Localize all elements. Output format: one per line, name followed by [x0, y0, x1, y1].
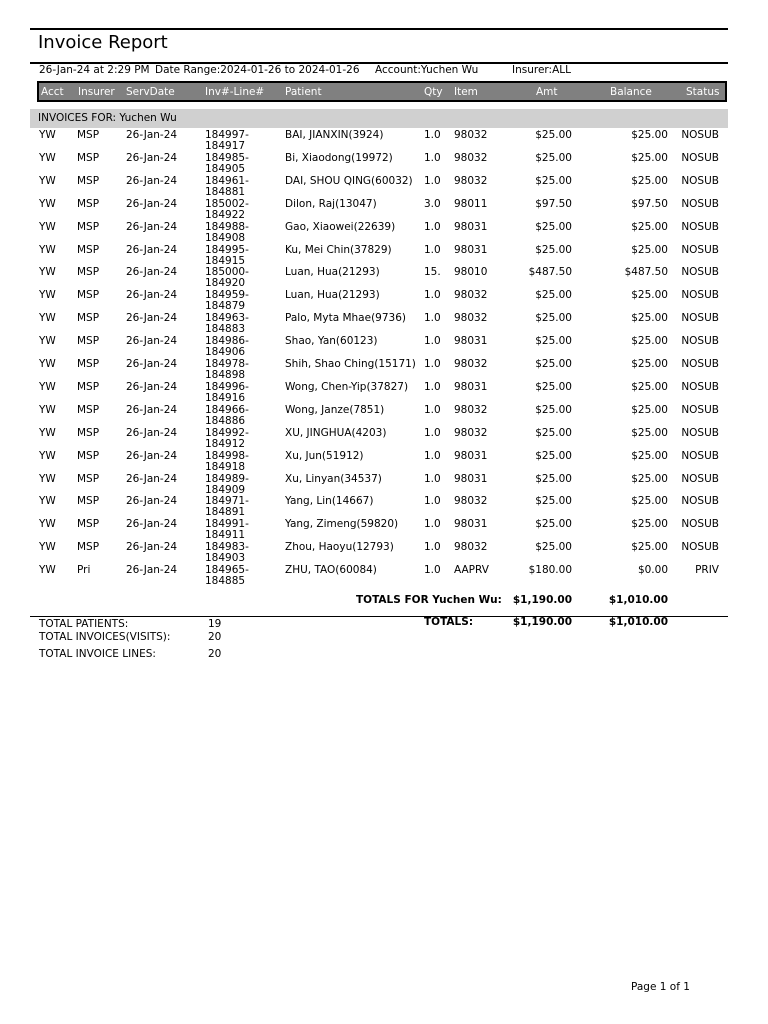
- cell-item: AAPRV: [454, 564, 489, 577]
- cell-item: 98031: [454, 335, 488, 348]
- cell-insurer: MSP: [77, 495, 100, 508]
- cell-acct: YW: [39, 220, 56, 233]
- cell-inv2: 184883: [205, 323, 246, 336]
- cell-inv2: 184922: [205, 208, 246, 221]
- cell-amt: $180.00: [528, 564, 572, 577]
- cell-servdate: 26-Jan-24: [126, 472, 178, 485]
- cell-balance: $25.00: [631, 426, 668, 439]
- cell-balance: $25.00: [631, 518, 668, 531]
- cell-patient: BAI, JIANXIN(3924): [285, 129, 384, 141]
- cell-patient: Bi, Xiaodong(19972): [285, 151, 393, 164]
- cell-status: NOSUB: [681, 312, 719, 325]
- cell-servdate: 26-Jan-24: [126, 243, 178, 256]
- cell-balance: $97.50: [631, 197, 668, 210]
- cell-insurer: MSP: [77, 266, 100, 279]
- cell-servdate: 26-Jan-24: [126, 495, 178, 508]
- cell-patient: XU, JINGHUA(4203): [285, 426, 387, 439]
- cell-inv1: 184966-: [205, 403, 249, 416]
- table-row: [0, 176, 768, 199]
- cell-item: 98032: [454, 289, 488, 302]
- cell-insurer: MSP: [77, 403, 100, 416]
- cell-inv2: 184879: [205, 300, 246, 313]
- cell-acct: YW: [39, 174, 56, 187]
- cell-item: 98032: [454, 174, 488, 187]
- cell-servdate: 26-Jan-24: [126, 312, 178, 325]
- cell-qty: 1.0: [424, 151, 441, 164]
- generated-timestamp: 26-Jan-24 at 2:29 PM: [39, 64, 150, 76]
- table-row: [0, 496, 768, 519]
- cell-balance: $0.00: [637, 564, 668, 577]
- cell-inv1: 184971-: [205, 495, 249, 508]
- report-title: Invoice Report: [38, 32, 168, 53]
- cell-item: 98032: [454, 426, 488, 439]
- page-number: Page 1 of 1: [631, 981, 690, 993]
- cell-patient: Luan, Hua(21293): [285, 289, 380, 302]
- cell-status: NOSUB: [681, 129, 719, 141]
- cell-acct: YW: [39, 358, 56, 370]
- cell-inv2: 184917: [205, 140, 246, 152]
- cell-status: NOSUB: [681, 266, 719, 279]
- table-row: [0, 199, 768, 222]
- cell-insurer: MSP: [77, 151, 100, 164]
- cell-patient: Luan, Hua(21293): [285, 266, 380, 279]
- cell-acct: YW: [39, 403, 56, 416]
- cell-acct: YW: [39, 380, 56, 393]
- total-invoices-label: TOTAL INVOICES(VISITS):: [39, 631, 171, 643]
- cell-insurer: MSP: [77, 518, 100, 531]
- cell-inv1: 185000-: [205, 266, 249, 279]
- cell-servdate: 26-Jan-24: [126, 518, 178, 531]
- cell-insurer: MSP: [77, 129, 100, 141]
- cell-acct: YW: [39, 197, 56, 210]
- cell-inv1: 184998-: [205, 449, 249, 462]
- cell-inv2: 184881: [205, 185, 246, 198]
- cell-inv2: 184916: [205, 391, 246, 404]
- table-row: [0, 336, 768, 359]
- cell-patient: Wong, Janze(7851): [285, 403, 385, 416]
- cell-acct: YW: [39, 518, 56, 531]
- cell-inv1: 184985-: [205, 151, 249, 164]
- cell-servdate: 26-Jan-24: [126, 541, 178, 554]
- cell-amt: $25.00: [535, 518, 572, 531]
- col-balance: Balance: [610, 86, 652, 98]
- totals-label: TOTALS:: [424, 616, 474, 628]
- cell-patient: Wong, Chen-Yip(37827): [285, 380, 409, 393]
- cell-status: NOSUB: [681, 426, 719, 439]
- cell-inv2: 184898: [205, 369, 246, 381]
- cell-qty: 15.: [424, 266, 441, 279]
- col-patient: Patient: [285, 86, 322, 98]
- cell-status: NOSUB: [681, 335, 719, 348]
- cell-inv1: 184996-: [205, 380, 249, 393]
- cell-patient: Yang, Zimeng(59820): [285, 518, 399, 531]
- table-row: [0, 451, 768, 474]
- cell-insurer: MSP: [77, 312, 100, 325]
- cell-patient: Gao, Xiaowei(22639): [285, 220, 396, 233]
- cell-servdate: 26-Jan-24: [126, 174, 178, 187]
- top-rule: [30, 28, 728, 30]
- cell-qty: 1.0: [424, 358, 441, 370]
- cell-balance: $25.00: [631, 358, 668, 370]
- cell-balance: $25.00: [631, 380, 668, 393]
- cell-qty: 1.0: [424, 564, 441, 577]
- cell-amt: $25.00: [535, 243, 572, 256]
- cell-status: NOSUB: [681, 289, 719, 302]
- cell-inv2: 184886: [205, 414, 246, 427]
- cell-insurer: MSP: [77, 472, 100, 485]
- cell-qty: 1.0: [424, 472, 441, 485]
- cell-insurer: MSP: [77, 220, 100, 233]
- cell-acct: YW: [39, 289, 56, 302]
- cell-acct: YW: [39, 541, 56, 554]
- cell-acct: YW: [39, 495, 56, 508]
- table-row: [0, 267, 768, 290]
- cell-inv1: 184989-: [205, 472, 249, 485]
- cell-status: NOSUB: [681, 403, 719, 416]
- table-row: [0, 474, 768, 497]
- cell-item: 98011: [454, 197, 488, 210]
- cell-amt: $25.00: [535, 472, 572, 485]
- cell-status: NOSUB: [681, 358, 719, 370]
- cell-inv1: 184959-: [205, 289, 249, 302]
- total-lines-value: 20: [208, 648, 222, 660]
- cell-inv2: 184908: [205, 231, 246, 244]
- cell-amt: $25.00: [535, 289, 572, 302]
- cell-balance: $25.00: [631, 403, 668, 416]
- cell-status: NOSUB: [681, 495, 719, 508]
- cell-balance: $25.00: [631, 335, 668, 348]
- cell-balance: $25.00: [631, 312, 668, 325]
- cell-balance: $25.00: [631, 541, 668, 554]
- date-range: Date Range:2024-01-26 to 2024-01-26: [155, 64, 360, 76]
- table-row: [0, 565, 768, 588]
- totals-amt: $1,190.00: [512, 616, 572, 628]
- col-acct: Acct: [41, 86, 64, 98]
- table-row: [0, 130, 768, 153]
- cell-inv2: 184911: [205, 529, 246, 542]
- cell-qty: 1.0: [424, 403, 441, 416]
- cell-inv2: 184906: [205, 346, 246, 359]
- cell-acct: YW: [39, 129, 56, 141]
- col-status: Status: [686, 86, 720, 98]
- cell-amt: $25.00: [535, 495, 572, 508]
- cell-item: 98010: [454, 266, 488, 279]
- cell-amt: $25.00: [535, 129, 572, 141]
- cell-inv1: 184988-: [205, 220, 249, 233]
- col-inv: Inv#-Line#: [205, 86, 265, 98]
- cell-inv2: 184918: [205, 460, 246, 473]
- cell-acct: YW: [39, 335, 56, 348]
- cell-qty: 1.0: [424, 174, 441, 187]
- cell-status: NOSUB: [681, 541, 719, 554]
- cell-amt: $25.00: [535, 174, 572, 187]
- cell-qty: 1.0: [424, 129, 441, 141]
- cell-amt: $25.00: [535, 426, 572, 439]
- cell-insurer: MSP: [77, 243, 100, 256]
- cell-inv2: 184920: [205, 277, 246, 290]
- insurer-filter: Insurer:ALL: [512, 64, 571, 76]
- cell-patient: Ku, Mei Chin(37829): [285, 243, 392, 256]
- cell-status: NOSUB: [681, 151, 719, 164]
- cell-qty: 1.0: [424, 518, 441, 531]
- col-insurer: Insurer: [78, 86, 115, 98]
- cell-inv1: 184978-: [205, 358, 249, 370]
- account-filter: Account:Yuchen Wu: [375, 64, 479, 76]
- cell-balance: $25.00: [631, 472, 668, 485]
- cell-amt: $25.00: [535, 220, 572, 233]
- cell-servdate: 26-Jan-24: [126, 380, 178, 393]
- cell-acct: YW: [39, 564, 56, 577]
- cell-servdate: 26-Jan-24: [126, 266, 178, 279]
- cell-servdate: 26-Jan-24: [126, 358, 178, 370]
- cell-status: NOSUB: [681, 197, 719, 210]
- cell-acct: YW: [39, 151, 56, 164]
- table-row: [0, 290, 768, 313]
- cell-item: 98032: [454, 495, 488, 508]
- total-patients-label: TOTAL PATIENTS:: [39, 618, 129, 630]
- total-lines-label: TOTAL INVOICE LINES:: [39, 648, 156, 660]
- cell-insurer: MSP: [77, 197, 100, 210]
- cell-insurer: MSP: [77, 358, 100, 370]
- table-row: [0, 382, 768, 405]
- cell-amt: $25.00: [535, 541, 572, 554]
- cell-inv2: 184885: [205, 575, 246, 588]
- cell-insurer: MSP: [77, 449, 100, 462]
- cell-item: 98032: [454, 129, 488, 141]
- cell-inv2: 184915: [205, 254, 246, 267]
- cell-inv1: 184963-: [205, 312, 249, 325]
- cell-inv2: 184909: [205, 483, 246, 496]
- cell-balance: $25.00: [631, 449, 668, 462]
- cell-inv1: 184992-: [205, 426, 249, 439]
- table-row: [0, 428, 768, 451]
- cell-status: NOSUB: [681, 220, 719, 233]
- cell-servdate: 26-Jan-24: [126, 449, 178, 462]
- cell-insurer: MSP: [77, 174, 100, 187]
- cell-balance: $25.00: [631, 129, 668, 141]
- cell-amt: $487.50: [528, 266, 572, 279]
- cell-status: NOSUB: [681, 380, 719, 393]
- cell-amt: $25.00: [535, 151, 572, 164]
- cell-servdate: 26-Jan-24: [126, 564, 178, 577]
- cell-qty: 1.0: [424, 495, 441, 508]
- totals-for-label: TOTALS FOR Yuchen Wu:: [356, 594, 502, 606]
- cell-balance: $25.00: [631, 243, 668, 256]
- cell-qty: 3.0: [424, 197, 441, 210]
- cell-balance: $25.00: [631, 220, 668, 233]
- cell-acct: YW: [39, 449, 56, 462]
- table-row: [0, 313, 768, 336]
- cell-insurer: MSP: [77, 289, 100, 302]
- cell-acct: YW: [39, 266, 56, 279]
- cell-status: NOSUB: [681, 449, 719, 462]
- cell-inv1: 184965-: [205, 564, 249, 577]
- cell-item: 98032: [454, 541, 488, 554]
- cell-insurer: Pri: [77, 564, 91, 577]
- cell-servdate: 26-Jan-24: [126, 129, 178, 141]
- cell-patient: Xu, Jun(51912): [285, 449, 364, 462]
- cell-item: 98031: [454, 472, 488, 485]
- cell-balance: $487.50: [624, 266, 668, 279]
- cell-qty: 1.0: [424, 541, 441, 554]
- cell-inv2: 184912: [205, 437, 246, 450]
- cell-patient: Zhou, Haoyu(12793): [285, 541, 394, 554]
- cell-servdate: 26-Jan-24: [126, 426, 178, 439]
- cell-servdate: 26-Jan-24: [126, 151, 178, 164]
- cell-inv1: 184995-: [205, 243, 249, 256]
- group-header: [30, 109, 728, 128]
- cell-inv1: 184986-: [205, 335, 249, 348]
- cell-inv2: 184905: [205, 162, 246, 175]
- cell-patient: ZHU, TAO(60084): [285, 564, 377, 577]
- cell-status: NOSUB: [681, 472, 719, 485]
- table-row: [0, 245, 768, 268]
- cell-patient: Shao, Yan(60123): [285, 335, 378, 348]
- cell-item: 98031: [454, 220, 488, 233]
- cell-qty: 1.0: [424, 449, 441, 462]
- cell-balance: $25.00: [631, 174, 668, 187]
- table-row: [0, 222, 768, 245]
- cell-item: 98032: [454, 358, 488, 370]
- cell-inv2: 184891: [205, 506, 246, 519]
- cell-servdate: 26-Jan-24: [126, 289, 178, 302]
- cell-qty: 1.0: [424, 289, 441, 302]
- cell-item: 98031: [454, 243, 488, 256]
- cell-patient: Shih, Shao Ching(15171): [285, 358, 416, 370]
- cell-insurer: MSP: [77, 335, 100, 348]
- cell-amt: $25.00: [535, 403, 572, 416]
- total-invoices-value: 20: [208, 631, 222, 643]
- cell-acct: YW: [39, 472, 56, 485]
- table-row: [0, 542, 768, 565]
- cell-balance: $25.00: [631, 151, 668, 164]
- cell-qty: 1.0: [424, 380, 441, 393]
- totals-for-balance: $1,010.00: [608, 594, 668, 606]
- cell-item: 98031: [454, 449, 488, 462]
- cell-patient: Yang, Lin(14667): [285, 495, 374, 508]
- total-patients-value: 19: [208, 618, 222, 630]
- cell-patient: Dilon, Raj(13047): [285, 197, 377, 210]
- cell-balance: $25.00: [631, 289, 668, 302]
- cell-qty: 1.0: [424, 426, 441, 439]
- cell-inv1: 184997-: [205, 129, 249, 141]
- cell-amt: $25.00: [535, 312, 572, 325]
- table-row: [0, 519, 768, 542]
- cell-inv1: 184983-: [205, 541, 249, 554]
- cell-qty: 1.0: [424, 335, 441, 348]
- cell-inv1: 184991-: [205, 518, 249, 531]
- cell-qty: 1.0: [424, 220, 441, 233]
- cell-item: 98032: [454, 403, 488, 416]
- cell-item: 98031: [454, 518, 488, 531]
- table-row: [0, 405, 768, 428]
- cell-status: NOSUB: [681, 518, 719, 531]
- cell-status: NOSUB: [681, 243, 719, 256]
- cell-qty: 1.0: [424, 312, 441, 325]
- cell-servdate: 26-Jan-24: [126, 197, 178, 210]
- col-qty: Qty: [424, 86, 443, 98]
- table-row: [0, 153, 768, 176]
- cell-inv1: 185002-: [205, 197, 249, 210]
- cell-amt: $97.50: [535, 197, 572, 210]
- totals-balance: $1,010.00: [608, 616, 668, 628]
- cell-servdate: 26-Jan-24: [126, 403, 178, 416]
- cell-insurer: MSP: [77, 380, 100, 393]
- cell-patient: DAI, SHOU QING(60032): [285, 174, 413, 187]
- cell-amt: $25.00: [535, 335, 572, 348]
- cell-inv1: 184961-: [205, 174, 249, 187]
- cell-item: 98032: [454, 151, 488, 164]
- cell-status: PRIV: [695, 564, 719, 577]
- cell-servdate: 26-Jan-24: [126, 220, 178, 233]
- cell-amt: $25.00: [535, 380, 572, 393]
- table-header: [37, 81, 727, 102]
- group-label: INVOICES FOR: Yuchen Wu: [38, 112, 177, 124]
- cell-patient: Palo, Myta Mhae(9736): [285, 312, 406, 325]
- cell-item: 98031: [454, 380, 488, 393]
- cell-acct: YW: [39, 312, 56, 325]
- cell-servdate: 26-Jan-24: [126, 335, 178, 348]
- cell-item: 98032: [454, 312, 488, 325]
- cell-balance: $25.00: [631, 495, 668, 508]
- totals-for-amt: $1,190.00: [512, 594, 572, 606]
- cell-status: NOSUB: [681, 174, 719, 187]
- cell-amt: $25.00: [535, 358, 572, 370]
- cell-amt: $25.00: [535, 449, 572, 462]
- cell-inv2: 184903: [205, 552, 246, 565]
- cell-acct: YW: [39, 426, 56, 439]
- col-servdate: ServDate: [126, 86, 175, 98]
- cell-insurer: MSP: [77, 426, 100, 439]
- table-row: [0, 359, 768, 382]
- cell-insurer: MSP: [77, 541, 100, 554]
- cell-patient: Xu, Linyan(34537): [285, 472, 382, 485]
- cell-acct: YW: [39, 243, 56, 256]
- col-amt: Amt: [536, 86, 558, 98]
- col-item: Item: [454, 86, 478, 98]
- cell-qty: 1.0: [424, 243, 441, 256]
